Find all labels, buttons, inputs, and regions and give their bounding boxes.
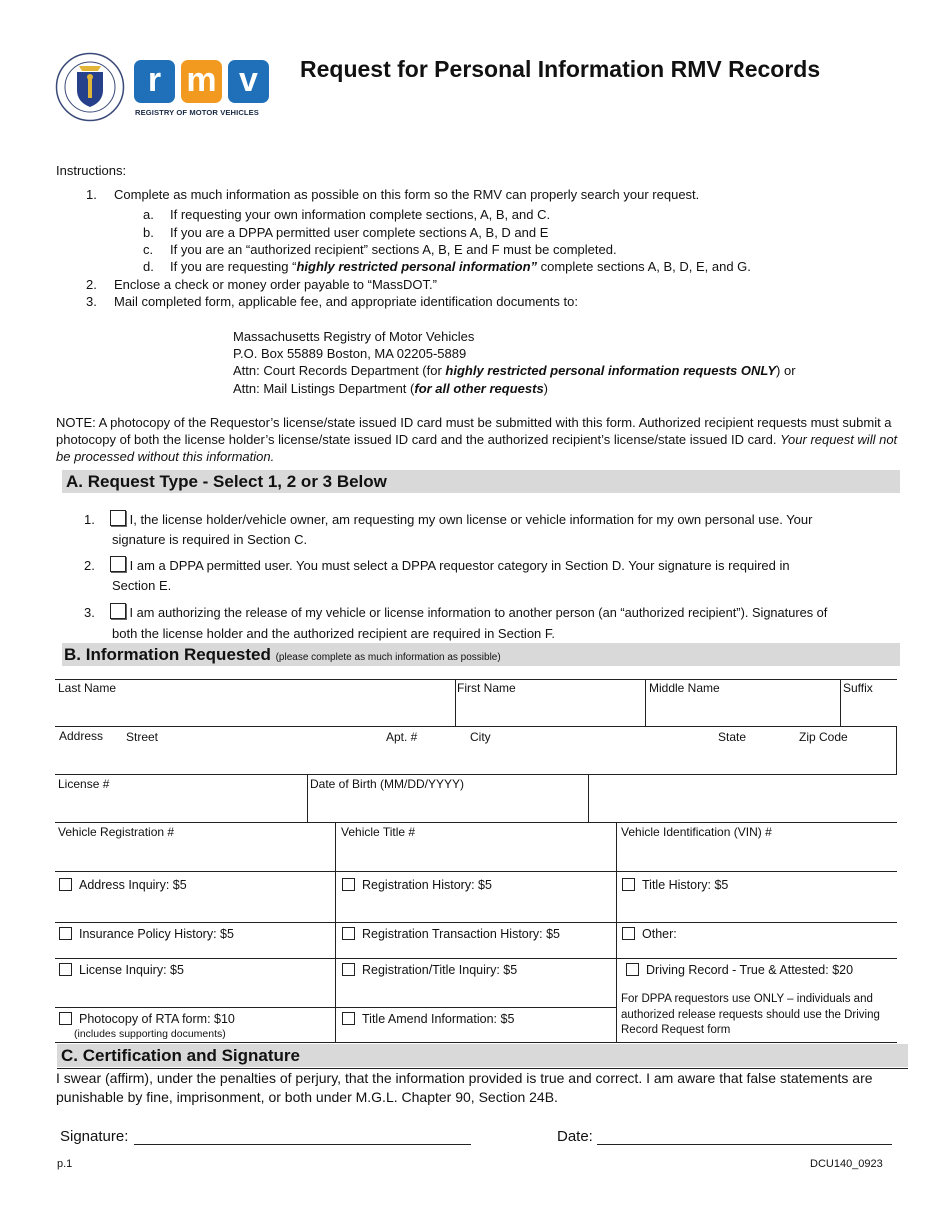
photocopy-rta-option[interactable]: Photocopy of RTA form: $10 <box>59 1012 235 1026</box>
date-line[interactable] <box>597 1144 892 1145</box>
address-line-3: Attn: Court Records Department (for highly restricted personal information requests ONLY) or <box>233 363 796 378</box>
suffix-label: Suffix <box>843 681 873 695</box>
date-label: Date: <box>557 1128 593 1145</box>
dob-field[interactable] <box>310 793 585 820</box>
address-line-1: Massachusetts Registry of Motor Vehicles <box>233 329 475 344</box>
section-b-heading: B. Information Requested (please complete as much information as possible) <box>62 643 900 666</box>
logo-letter-r: r <box>134 60 175 103</box>
apt-label: Apt. # <box>386 730 418 744</box>
zip-label: Zip Code <box>799 730 848 744</box>
dppa-note: For DPPA requestors use ONLY – individuals and authorized release requests should use the Driving Record Request form <box>621 993 880 1036</box>
middle-name-field[interactable] <box>649 697 837 724</box>
title-history-checkbox[interactable] <box>622 878 635 891</box>
instruction-c-num: c. <box>143 242 154 257</box>
massachusetts-seal-icon <box>55 52 125 122</box>
last-name-label: Last Name <box>58 681 117 695</box>
request-option-3-num: 3. <box>84 605 95 620</box>
instruction-3: Mail completed form, applicable fee, and appropriate identification documents to: <box>114 294 578 309</box>
address-inquiry-checkbox[interactable] <box>59 878 72 891</box>
middle-name-label: Middle Name <box>649 681 720 695</box>
vin-field[interactable] <box>621 841 893 869</box>
instruction-d: If you are requesting “highly restricted personal information” complete sections A, B, D, E, and G. <box>170 259 751 274</box>
instruction-b-num: b. <box>143 225 154 240</box>
instruction-c: If you are an “authorized recipient” sections A, B, E and F must be completed. <box>170 242 617 257</box>
photocopy-rta-checkbox[interactable] <box>59 1012 72 1025</box>
section-a-heading: A. Request Type - Select 1, 2 or 3 Below <box>62 470 900 493</box>
vehicle-registration-field[interactable] <box>58 841 332 869</box>
registration-history-checkbox[interactable] <box>342 878 355 891</box>
first-name-field[interactable] <box>457 697 642 724</box>
address-inquiry-option[interactable]: Address Inquiry: $5 <box>59 878 187 892</box>
request-option-1-cont: signature is required in Section C. <box>112 532 308 547</box>
vin-label: Vehicle Identification (VIN) # <box>621 825 772 839</box>
request-option-2: I am a DPPA permitted user. You must select a DPPA requestor category in Section D. Your signature is required in <box>110 556 790 576</box>
last-name-field[interactable] <box>58 697 452 724</box>
logo-subtitle: REGISTRY OF MOTOR VEHICLES <box>135 108 259 117</box>
request-option-2-cont: Section E. <box>112 578 172 593</box>
instruction-3-num: 3. <box>86 294 97 309</box>
driving-record-option[interactable]: Driving Record - True & Attested: $20 <box>626 963 853 977</box>
license-inquiry-option[interactable]: License Inquiry: $5 <box>59 963 184 977</box>
license-inquiry-checkbox[interactable] <box>59 963 72 976</box>
instruction-b: If you are a DPPA permitted user complete sections A, B, D and E <box>170 225 549 240</box>
request-option-2-checkbox[interactable] <box>110 556 126 572</box>
request-option-3-cont: both the license holder and the authorized recipient are required in Section F. <box>112 626 556 641</box>
address-label: Address <box>59 729 104 743</box>
registration-transaction-option[interactable]: Registration Transaction History: $5 <box>342 927 560 941</box>
certification-statement: I swear (affirm), under the penalties of perjury, that the information provided is true and correct. I am aware that false statements are punishable by fine, imprisonment, or both under M.G.L. Chapter 90, Section 24B. <box>56 1070 873 1105</box>
address-field[interactable] <box>58 746 892 772</box>
section-c-heading: C. Certification and Signature <box>57 1044 908 1067</box>
page-title: Request for Personal Information RMV Records <box>300 56 821 82</box>
logo-letter-v: v <box>228 60 269 103</box>
request-option-3-checkbox[interactable] <box>110 603 126 619</box>
signature-label: Signature: <box>60 1128 129 1145</box>
dob-label: Date of Birth (MM/DD/YYYY) <box>310 777 465 791</box>
title-amend-checkbox[interactable] <box>342 1012 355 1025</box>
title-amend-option[interactable]: Title Amend Information: $5 <box>342 1012 514 1026</box>
vehicle-registration-label: Vehicle Registration # <box>58 825 175 839</box>
rmv-logo <box>134 60 270 120</box>
title-history-option[interactable]: Title History: $5 <box>622 878 728 892</box>
first-name-label: First Name <box>457 681 516 695</box>
signature-line[interactable] <box>134 1144 471 1145</box>
logo-letter-m: m <box>181 60 222 103</box>
vehicle-title-field[interactable] <box>341 841 613 869</box>
registration-transaction-checkbox[interactable] <box>342 927 355 940</box>
license-field[interactable] <box>58 793 304 820</box>
insurance-history-option[interactable]: Insurance Policy History: $5 <box>59 927 234 941</box>
state-label: State <box>718 730 747 744</box>
request-option-3: I am authorizing the release of my vehicle or license information to another person (an “authorized recipient”). Signatures of <box>110 603 827 623</box>
instructions-label: Instructions: <box>56 163 127 178</box>
page-number: p.1 <box>57 1158 73 1170</box>
address-line-4: Attn: Mail Listings Department (for all other requests) <box>233 381 549 396</box>
instruction-a-num: a. <box>143 207 154 222</box>
city-label: City <box>470 730 491 744</box>
street-label: Street <box>126 730 159 744</box>
other-checkbox[interactable] <box>622 927 635 940</box>
driving-record-checkbox[interactable] <box>626 963 639 976</box>
reg-title-inquiry-option[interactable]: Registration/Title Inquiry: $5 <box>342 963 517 977</box>
form-id: DCU140_0923 <box>810 1158 883 1170</box>
request-option-1-num: 1. <box>84 512 95 527</box>
instruction-a: If requesting your own information complete sections, A, B, and C. <box>170 207 551 222</box>
instruction-1: Complete as much information as possible on this form so the RMV can properly search your request. <box>114 187 700 202</box>
instruction-2: Enclose a check or money order payable to “MassDOT.” <box>114 277 437 292</box>
address-line-2: P.O. Box 55889 Boston, MA 02205-5889 <box>233 346 467 361</box>
instruction-2-num: 2. <box>86 277 97 292</box>
request-option-1-checkbox[interactable] <box>110 510 126 526</box>
request-option-2-num: 2. <box>84 558 95 573</box>
license-label: License # <box>58 777 110 791</box>
instruction-1-num: 1. <box>86 187 97 202</box>
other-option[interactable]: Other: <box>622 927 677 941</box>
photocopy-rta-note: (includes supporting documents) <box>74 1028 226 1040</box>
reg-title-inquiry-checkbox[interactable] <box>342 963 355 976</box>
request-option-1: I, the license holder/vehicle owner, am requesting my own license or vehicle information for my own personal use. Your <box>110 510 812 530</box>
suffix-field[interactable] <box>843 697 893 724</box>
registration-history-option[interactable]: Registration History: $5 <box>342 878 492 892</box>
vehicle-title-label: Vehicle Title # <box>341 825 416 839</box>
insurance-history-checkbox[interactable] <box>59 927 72 940</box>
note-paragraph: NOTE: A photocopy of the Requestor’s license/state issued ID card must be submitted with this form. Authorized recipient requests must submit a photocopy of both the license holder’s license/state issued ID card and the authorized recipient’s license/state issued ID card. Your request will not be processed without this information. <box>56 415 898 464</box>
instruction-d-num: d. <box>143 259 154 274</box>
